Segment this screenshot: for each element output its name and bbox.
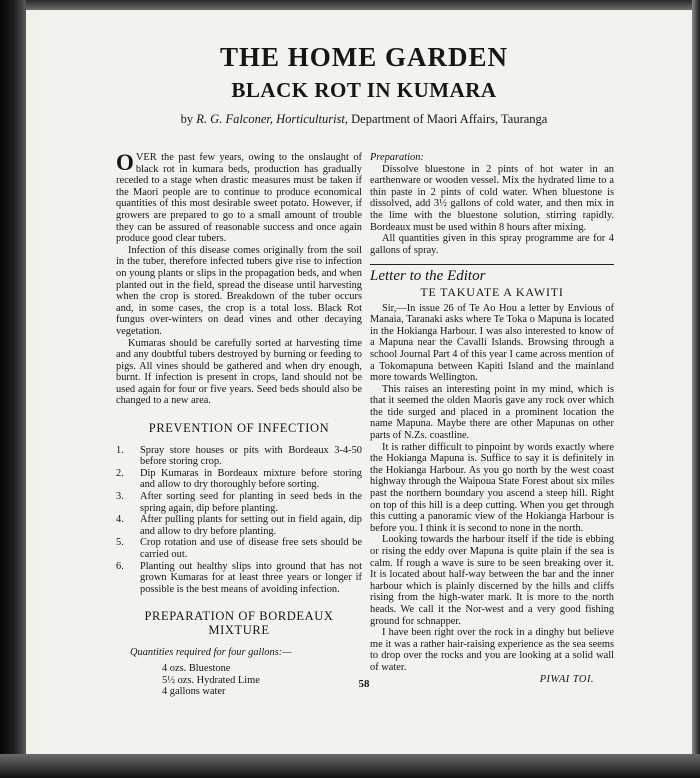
letter-paragraph: Sir,—In issue 26 of Te Ao Hou a letter by Envious of Manaia, Taranaki asks where Te Toka o Mapuna is located in the Hokianga Harbour. I was also interested to know of a Mapuna near the Cavalli Islands. Browsing through a school Journal Part 4 of this year I came across mention of a Tokomapuna between Kapiti Island and the mainland more towards Wellington. xyxy=(370,302,614,384)
list-item xyxy=(116,537,362,560)
page-number: 58 xyxy=(358,678,370,690)
list-text: After sorting seed for planting in seed beds in the spring again, dip before planting. xyxy=(140,491,362,514)
scan-shadow-top xyxy=(0,0,700,10)
scan-shadow-bottom xyxy=(0,754,700,778)
list-item xyxy=(116,468,362,491)
left-column xyxy=(116,152,362,698)
bordeaux-heading-line: PREPARATION OF BORDEAUX xyxy=(144,609,334,624)
list-number: 5. xyxy=(116,537,124,549)
list-item xyxy=(116,561,362,596)
letter-paragraph: Looking towards the harbour itself if the tide is ebbing or rising the eddy over Mapuna is quite plain if the sea is calm. If rough a wave is sure to be seen breaking over it. It is located about half-way between the bar and the inner harbour which is plainly discerned by the hills and cliffs rising from the high-water mark. It is more to the north heads. We call it the Nor-west and a very good fishing ground for schnapper. xyxy=(370,534,614,627)
body-paragraph: All quantities given in this spray programme are for 4 gallons of spray. xyxy=(370,233,614,256)
list-text: Spray store houses or pits with Bordeaux 3-4-50 before storing crop. xyxy=(140,444,362,468)
letter-title: TE TAKUATE A KAWITI xyxy=(420,284,564,299)
drop-cap: O xyxy=(116,150,134,175)
quantity-item: 5½ ozs. Hydrated Lime xyxy=(162,674,260,686)
article-subtitle: BLACK ROT IN KUMARA xyxy=(231,78,497,102)
list-text: Dip Kumaras in Bordeaux mixture before storing and allow to dry thoroughly before sorting. xyxy=(140,467,362,491)
list-text: Planting out healthy slips into ground that has not grown Kumaras for at least three years or longer if possible is the best means of avoiding infection. xyxy=(140,560,362,595)
list-item xyxy=(116,491,362,514)
list-text: Crop rotation and use of disease free sets should be carried out. xyxy=(140,537,362,560)
right-column xyxy=(370,152,614,685)
letter-paragraph: This raises an interesting point in my mind, which is that it seemed the olden Maoris gave any rock over which the tide surged and placed in a prominent location the name Mapuna. Maybe there are other Mapunas on other parts of N.Zs. coastline. xyxy=(370,383,614,442)
body-paragraph: Infection of this disease comes originally from the soil in the tuber, therefore infected tubers give rise to infection on young plants or slips in the propagation beds, and when planted out in the field, spread the disease until harvesting when the crop is stored. Breakdown of the tuber occurs and, in some cases, the crop is a total loss. Black Rot fungus over-winters on dead vines and other decaying vegetation. xyxy=(116,244,362,337)
list-number: 3. xyxy=(116,491,124,503)
prevention-heading: PREVENTION OF INFECTION xyxy=(148,421,330,436)
scan-shadow-right xyxy=(692,0,700,778)
intro-paragraph xyxy=(116,152,362,245)
list-text: After pulling plants for setting out in field again, dip and allow to dry before planting. xyxy=(140,514,362,537)
scan-shadow-binding xyxy=(0,0,26,778)
bordeaux-heading xyxy=(116,609,362,637)
prevention-list xyxy=(116,445,362,596)
list-number: 4. xyxy=(116,514,124,526)
byline xyxy=(40,112,688,127)
magazine-page xyxy=(40,12,688,754)
section-divider xyxy=(370,264,614,265)
quantities-intro: Quantities required for four gallons:— xyxy=(130,647,292,659)
quantity-item: 4 ozs. Bluestone xyxy=(162,662,231,674)
letter-paragraph: It is rather difficult to pinpoint by words exactly where the Hokianga Mapuna is. Suffice to say it is definitely in the Hokianga Harbour. As you go north by the west coast highway through the Waipoua State Forest about six miles past the northern boundary you ascend a steep hill. Right on top of this hill is a deep cutting. When you get through this cutting a panoramic view of the Hokianga Harbour is before you. I think it is second to none in the north. xyxy=(370,441,614,534)
list-item xyxy=(116,445,362,468)
bordeaux-heading-line: MIXTURE xyxy=(208,623,270,638)
page-title: THE HOME GARDEN xyxy=(219,42,509,72)
quantity-item: 4 gallons water xyxy=(162,686,226,698)
byline-author: R. G. Falconer, Horticulturist, xyxy=(196,112,349,126)
intro-text: VER the past few years, owing to the onslaught of black rot in kumara beds, production has gradually receded to a stage when drastic measures must be taken if the Maori people are to continue to produce economical quantities of this most desirable sweet potato. However, if growers are prepared to go to a small amount of trouble they can be assured of reasonable success and once again produce good clear tubers. xyxy=(116,152,362,245)
byline-department: Department of Maori Affairs, Tauranga xyxy=(351,112,548,126)
body-paragraph: Kumaras should be carefully sorted at harvesting time and any doubtful tubers destroyed by burning or feeding to pigs. All vines should be gathered and when dry enough, burnt. If infection is present in crops, land should not be used again for four or five years. Seed beds should also be changed to a new area. xyxy=(116,337,362,407)
letter-section-heading: Letter to the Editor xyxy=(370,268,486,285)
byline-prefix: by xyxy=(180,112,194,126)
preparation-label: Preparation: xyxy=(370,152,424,163)
letter-paragraph: I have been right over the rock in a dinghy but believe me it was a rather hair-raising experience as the sea seems to drop over the rocks and you are looking at a solid wall of water. xyxy=(370,627,614,673)
list-number: 6. xyxy=(116,560,124,572)
list-item xyxy=(116,514,362,537)
letter-signature: PIWAI TOI. xyxy=(539,673,594,685)
list-number: 1. xyxy=(116,444,124,456)
list-number: 2. xyxy=(116,467,124,479)
body-paragraph: Dissolve bluestone in 2 pints of hot water in an earthenware or wooden vessel. Mix the hydrated lime to a thin paste in 2 pints of cold water. When bluestone is dissolved, add 3½ gallons of cold water, and then mix in the lime with the bluestone solution, stirring rapidly. Bordeaux must be used within 8 hours after mixing. xyxy=(370,163,614,233)
